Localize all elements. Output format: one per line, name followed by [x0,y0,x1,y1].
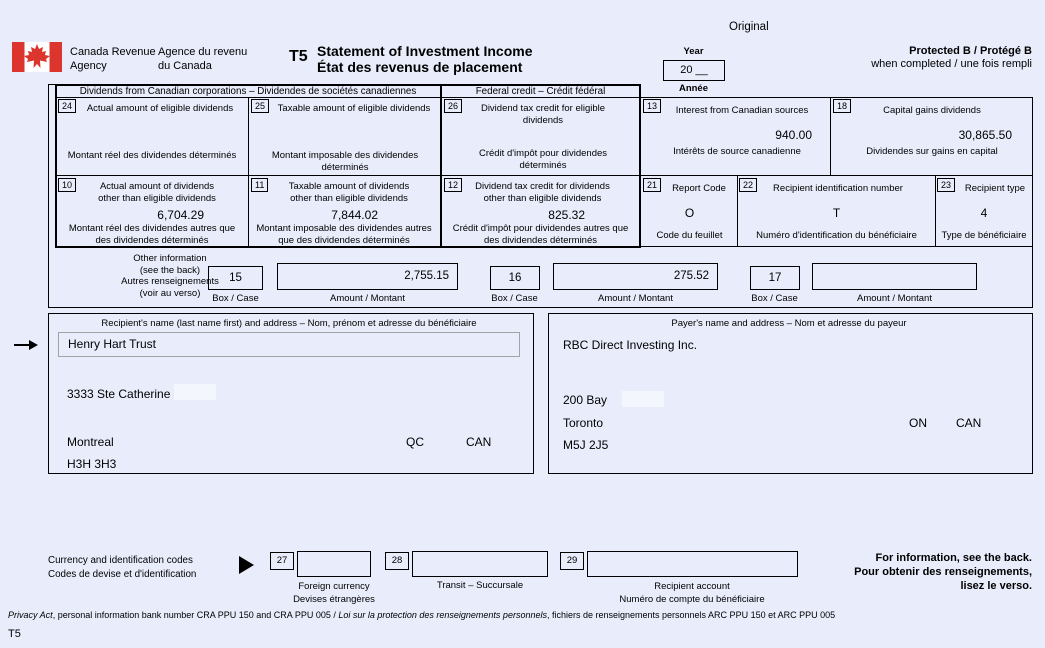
payer-header: Payer's name and address – Nom et adresse du payeur [671,318,907,329]
box-18-label-en: Capital gains dividends [883,105,981,116]
recipient-account-field[interactable] [587,551,798,577]
box-29-number: 29 [560,552,584,570]
other-info-box-value-3: 17 [768,272,782,284]
box-21-label-fr: Code du feuillet [656,230,723,241]
recipient-arrow-head-icon [29,340,38,350]
redaction-patch [622,391,664,407]
box-13-cell [642,98,830,175]
protected-label: Protected B / Protégé B [909,45,1032,57]
agency-name-fr: Agence du revenu du Canada [158,46,248,72]
year-label-fr: Année [678,83,709,94]
other-info-amount-label-1: Amount / Montant [330,293,405,304]
box-13-label-en: Interest from Canadian sources [675,105,809,116]
recipient-city: Montreal [67,435,114,449]
recipient-account-label: Recipient account Numéro de compte du bénéficiaire [619,581,765,605]
recipient-name-value: Henry Hart Trust [68,337,157,351]
box-26-cell [443,98,638,175]
codes-pointer-icon [239,556,254,574]
box-13-value: 940.00 [775,128,812,142]
box-11-label-en: Taxable amount of dividends other than eligible dividends [288,181,410,204]
box-22-number: 22 [739,178,757,192]
form-title-fr: État des revenus de placement [317,59,523,75]
recipient-address-line: 3333 Ste Catherine [67,387,171,401]
box-22-value[interactable]: T [832,206,841,220]
box-13-label-fr: Intérêts de source canadienne [673,146,801,157]
box-11-label-fr: Montant imposable des dividendes autres que des dividendes déterminés [256,223,432,246]
box-12-label-fr: Crédit d'impôt pour dividendes autres que des dividendes déterminés [452,223,629,246]
privacy-note: Privacy Act, personal information bank number CRA PPU 150 and CRA PPU 005 / Loi sur la protection des renseignements personnels, fichiers de renseignements personnels ARC PPU 150 et ARC PPU 005 [8,610,836,620]
protected-sublabel: when completed / une fois rempli [871,58,1032,70]
box-26-number: 26 [444,99,462,113]
box-23-cell [936,177,1032,246]
recipient-country: CAN [466,435,492,449]
other-info-label: Other information (see the back) Autres renseignements (voir au verso) [121,253,219,299]
box-10-label-fr: Montant réel des dividendes autres que des dividendes déterminés [68,223,236,246]
copy-type-label: Original [729,21,769,33]
box-27-number: 27 [270,552,294,570]
box-25-label-en: Taxable amount of eligible dividends [277,103,431,114]
payer-country: CAN [956,416,982,430]
other-info-box-value-2: 16 [508,272,522,284]
other-info-box-value-1: 15 [229,272,242,284]
other-info-amount-value-1: 2,755.15 [404,270,449,282]
form-code: T5 [289,48,308,65]
box-12-number: 12 [444,178,462,192]
payer-postal-code: M5J 2J5 [563,438,609,452]
box-18-value: 30,865.50 [958,128,1012,142]
other-info-amount-value-2: 275.52 [673,270,709,282]
recipient-section [48,313,534,474]
info-note: For information, see the back. Pour obtenir des renseignements, lisez le verso. [854,552,1032,592]
form-id-footer: T5 [8,628,21,640]
box-10-value: 6,704.29 [157,208,204,222]
other-info-box-field-1[interactable] [208,266,263,290]
other-info-amount-field-1[interactable] [277,263,458,290]
box-23-label-en: Recipient type [964,183,1026,194]
year-value: 20 __ [680,64,708,76]
box-11-number: 11 [251,178,268,192]
foreign-currency-label: Foreign currency Devises étrangères [293,581,375,605]
box-25-cell [250,98,439,175]
year-field[interactable] [663,60,725,81]
box-11-cell [250,177,439,246]
box-12-value: 825.32 [548,208,585,222]
box-12-label-en: Dividend tax credit for dividends other than eligible dividends [475,181,610,204]
transit-field[interactable] [412,551,548,577]
payer-city: Toronto [563,416,604,430]
box-28-number: 28 [385,552,409,570]
agency-name-en: Canada Revenue Agency [70,46,156,72]
other-info-box-label-3: Box / Case [751,293,798,304]
other-info-box-field-3[interactable] [750,266,800,290]
box-18-number: 18 [833,99,851,113]
box-18-cell [832,98,1031,175]
recipient-header: Recipient's name (last name first) and address – Nom, prénom et adresse du bénéficiaire [101,318,477,329]
box-23-number: 23 [937,178,955,192]
codes-label: Currency and identification codes Codes de devise et d'identification [48,555,197,580]
box-23-value: 4 [980,206,988,220]
group-header-federal-credit: Federal credit – Crédit fédéral [475,86,606,97]
box-22-label-fr: Numéro d'identification du bénéficiaire [756,230,917,241]
payer-section [548,313,1033,474]
other-info-amount-label-3: Amount / Montant [857,293,932,304]
payer-province: ON [909,416,927,430]
other-info-amount-field-3[interactable] [812,263,977,290]
box-21-label-en: Report Code [672,183,726,194]
box-10-cell [57,177,247,246]
redaction-patch [174,384,216,400]
box-26-label-fr: Crédit d'impôt pour dividendes déterminés [478,148,608,171]
box-10-number: 10 [58,178,76,192]
other-info-amount-label-2: Amount / Montant [598,293,673,304]
box-22-label-en: Recipient identification number [773,183,903,194]
recipient-name-field[interactable] [58,332,520,357]
box-25-number: 25 [251,99,269,113]
box-11-value: 7,844.02 [331,208,378,222]
transit-label: Transit – Succursale [436,580,524,591]
other-info-box-field-2[interactable] [490,266,540,290]
box-23-label-fr: Type de bénéficiaire [941,230,1027,241]
canada-flag-icon [12,42,62,72]
recipient-arrow-icon [14,344,29,346]
other-info-amount-field-2[interactable] [553,263,718,290]
form-title-en: Statement of Investment Income [317,43,533,59]
box-24-number: 24 [58,99,76,113]
box-24-cell [57,98,247,175]
payer-address-line: 200 Bay [563,393,608,407]
box-10-label-en: Actual amount of dividends other than eligible dividends [98,181,216,204]
other-info-box-label-1: Box / Case [212,293,259,304]
box-24-label-en: Actual amount of eligible dividends [86,103,234,114]
payer-name-value: RBC Direct Investing Inc. [563,338,698,352]
box-25-label-fr: Montant imposable des dividendes déterminés [271,150,419,173]
box-26-label-en: Dividend tax credit for eligible dividends [480,103,606,126]
recipient-province: QC [406,435,424,449]
other-info-box-label-2: Box / Case [491,293,538,304]
foreign-currency-field[interactable] [297,551,371,577]
box-21-cell [642,177,737,246]
group-header-dividends: Dividends from Canadian corporations – Dividendes de sociétés canadiennes [79,86,417,97]
box-21-value: O [684,206,695,220]
box-13-number: 13 [643,99,661,113]
box-18-label-fr: Dividendes sur gains en capital [866,146,998,157]
recipient-postal-code: H3H 3H3 [67,457,117,471]
box-22-cell [738,177,935,246]
box-21-number: 21 [643,178,661,192]
year-label-en: Year [683,46,704,57]
box-12-cell [443,177,638,246]
box-24-label-fr: Montant réel des dividendes déterminés [67,150,237,161]
